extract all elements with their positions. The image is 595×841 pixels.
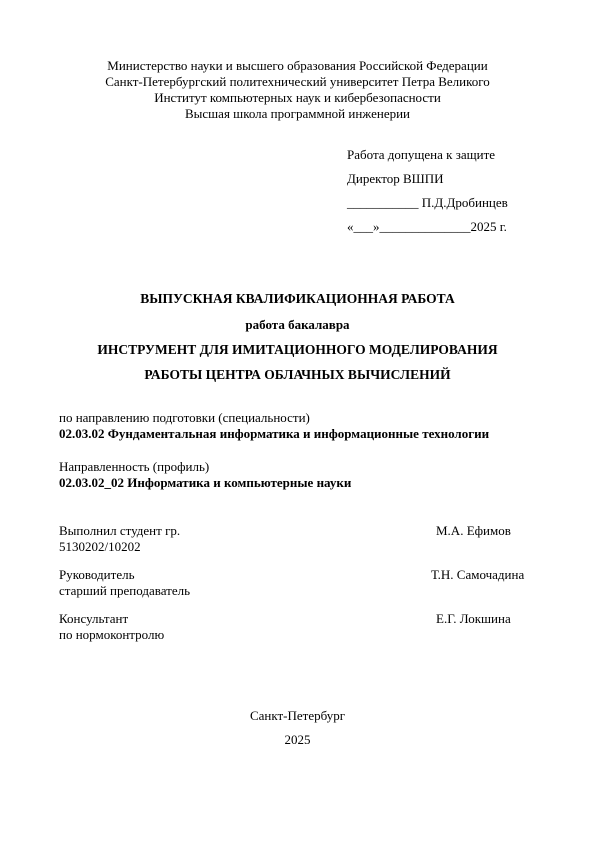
institute-line: Институт компьютерных наук и кибербезопасности — [154, 90, 441, 105]
thesis-title-line1: ИНСТРУМЕНТ ДЛЯ ИМИТАЦИОННОГО МОДЕЛИРОВАНИЯ — [97, 342, 498, 357]
approval-signature: ___________ П.Д.Дробинцев — [347, 195, 508, 210]
consultant-scope: по нормоконтролю — [59, 627, 165, 642]
work-type: ВЫПУСКНАЯ КВАЛИФИКАЦИОННАЯ РАБОТА — [140, 291, 455, 306]
supervisor-position: старший преподаватель — [59, 583, 191, 598]
supervisor-role: Руководитель — [59, 567, 135, 582]
approval-date: «___»______________2025 г. — [347, 219, 507, 234]
school-line: Высшая школа программной инженерии — [185, 106, 410, 121]
footer-year: 2025 — [284, 732, 311, 747]
footer-city: Санкт-Петербург — [249, 708, 346, 723]
consultant-role: Консультант — [59, 611, 129, 626]
supervisor-name: Т.Н. Самочадина — [431, 567, 525, 582]
approval-admitted: Работа допущена к защите — [347, 147, 496, 162]
approval-director: Директор ВШПИ — [347, 171, 444, 186]
degree-label: работа бакалавра — [245, 317, 350, 332]
profile-value: 02.03.02_02 Информатика и компьютерные науки — [59, 475, 352, 490]
ministry-line: Министерство науки и высшего образования Российской Федерации — [107, 58, 488, 73]
profile-label: Направленность (профиль) — [59, 459, 210, 474]
university-line: Санкт-Петербургский политехнический университет Петра Великого — [105, 74, 490, 89]
direction-label: по направлению подготовки (специальности) — [59, 410, 310, 425]
thesis-title-line2: РАБОТЫ ЦЕНТРА ОБЛАЧНЫХ ВЫЧИСЛЕНИЙ — [144, 367, 451, 382]
direction-value: 02.03.02 Фундаментальная информатика и информационные технологии — [59, 426, 490, 441]
student-role: Выполнил студент гр. — [59, 523, 181, 538]
student-group: 5130202/10202 — [59, 539, 141, 554]
student-name: М.А. Ефимов — [436, 523, 511, 538]
consultant-name: Е.Г. Локшина — [436, 611, 511, 626]
